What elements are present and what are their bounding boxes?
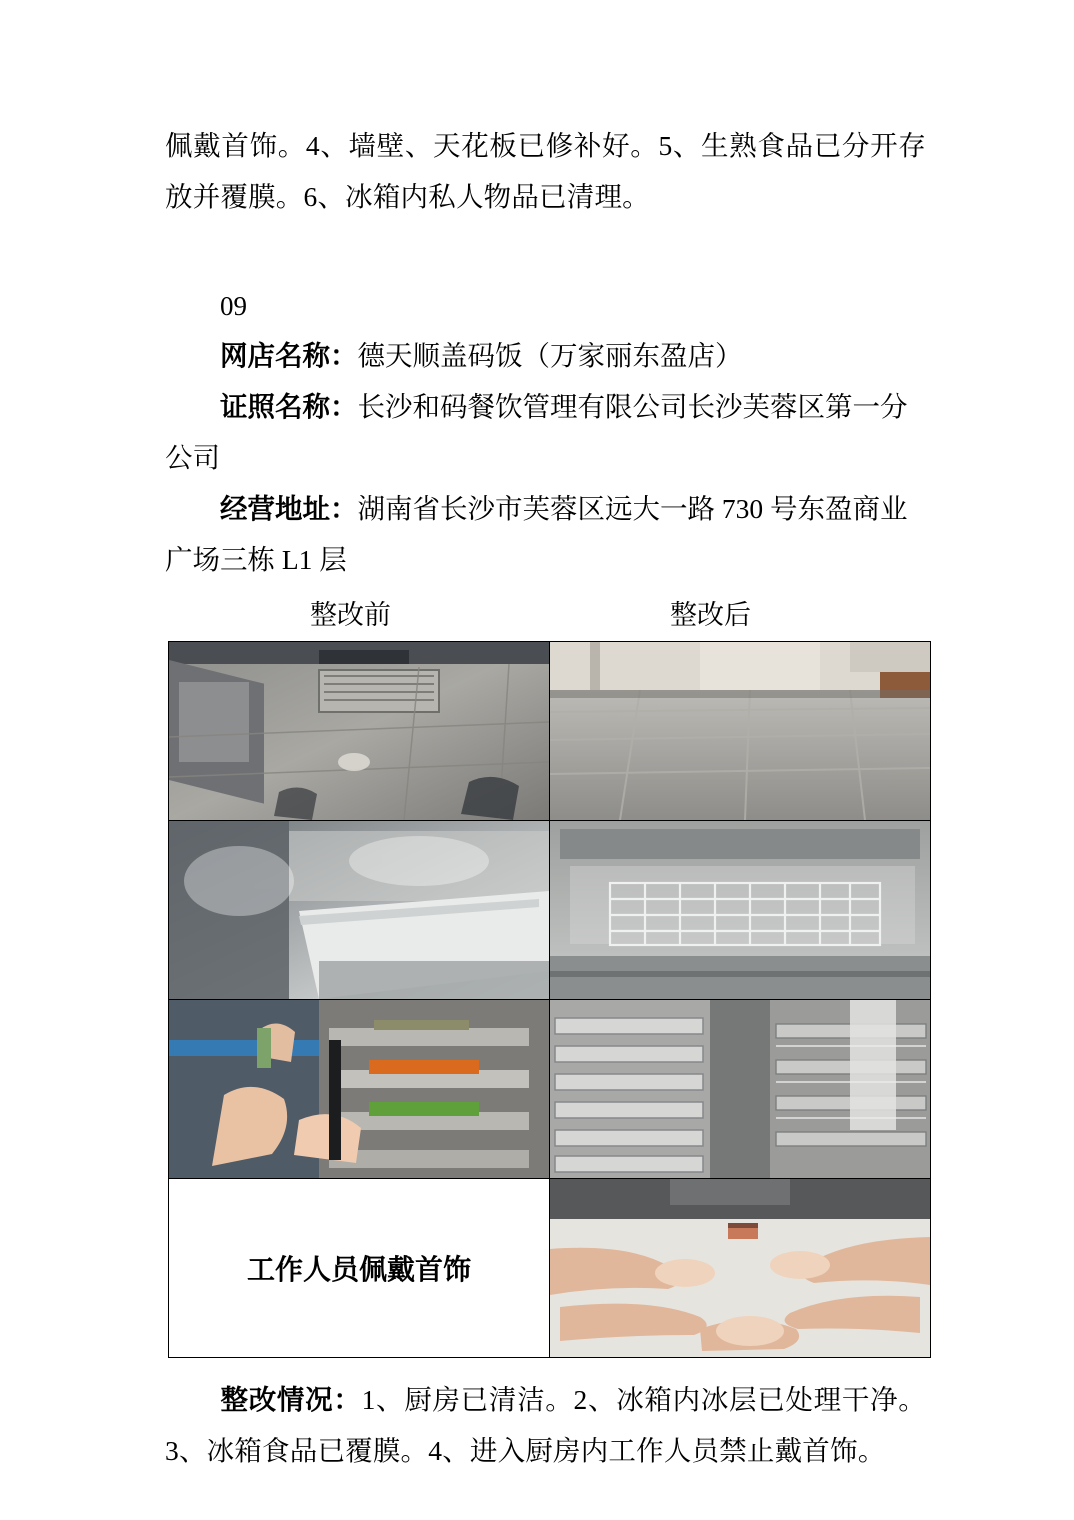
photo-food-trays-uncovered-before [169, 1000, 549, 1178]
photo-freezer-clean-after [550, 821, 930, 999]
photo-cell-after-3 [550, 1000, 931, 1179]
field-address [165, 483, 926, 585]
field-address-value: 湖南省长沙市芙蓉区远大一路 730 号东盈商业广场三栋 L1 层 [165, 493, 908, 575]
column-header-before: 整改前 [310, 600, 391, 630]
field-license-name-label: 证照名称： [220, 391, 358, 422]
table-row [169, 821, 931, 1000]
photo-hands-no-jewelry-after [550, 1179, 930, 1357]
photo-cell-after-4 [550, 1179, 931, 1358]
section-number: 09 [220, 291, 247, 321]
column-header-after: 整改后 [670, 600, 751, 630]
table-row [169, 642, 931, 821]
field-license-name [165, 381, 926, 483]
photo-freezer-ice-before [169, 821, 549, 999]
field-shop-name [220, 330, 926, 381]
table-row [169, 1179, 931, 1358]
bottom-paragraph-label: 整改情况： [220, 1384, 362, 1415]
table-column-headers [165, 593, 926, 635]
photo-kitchen-floor-drain-before [169, 642, 549, 820]
top-paragraph: 佩戴首饰。4、墙壁、天花板已修补好。5、生熟食品已分开存放并覆膜。6、冰箱内私人物品已清理。 [165, 130, 926, 212]
photo-cell-after-1 [550, 642, 931, 821]
photo-cell-before-4-text [169, 1179, 550, 1358]
photo-comparison-table [168, 641, 931, 1358]
photo-cell-before-1 [169, 642, 550, 821]
bottom-paragraph [165, 1374, 926, 1476]
field-shop-name-label: 网店名称： [220, 340, 358, 371]
photo-food-trays-covered-after [550, 1000, 930, 1178]
cell-caption-jewelry: 工作人员佩戴首饰 [246, 1255, 471, 1286]
spacer [165, 222, 926, 282]
bottom-paragraph-text: 1、厨房已清洁。2、冰箱内冰层已处理干净。3、冰箱食品已覆膜。4、进入厨房内工作人员禁止戴首饰。 [165, 1384, 927, 1466]
field-address-label: 经营地址： [220, 493, 358, 524]
photo-cell-after-2 [550, 821, 931, 1000]
table-row [169, 1000, 931, 1179]
field-shop-name-value: 德天顺盖码饭（万家丽东盈店） [357, 340, 743, 371]
photo-kitchen-floor-clean-after [550, 642, 930, 820]
field-license-name-value: 长沙和码餐饮管理有限公司长沙芙蓉区第一分公司 [165, 391, 908, 473]
photo-cell-before-2 [169, 821, 550, 1000]
photo-cell-before-3 [169, 1000, 550, 1179]
